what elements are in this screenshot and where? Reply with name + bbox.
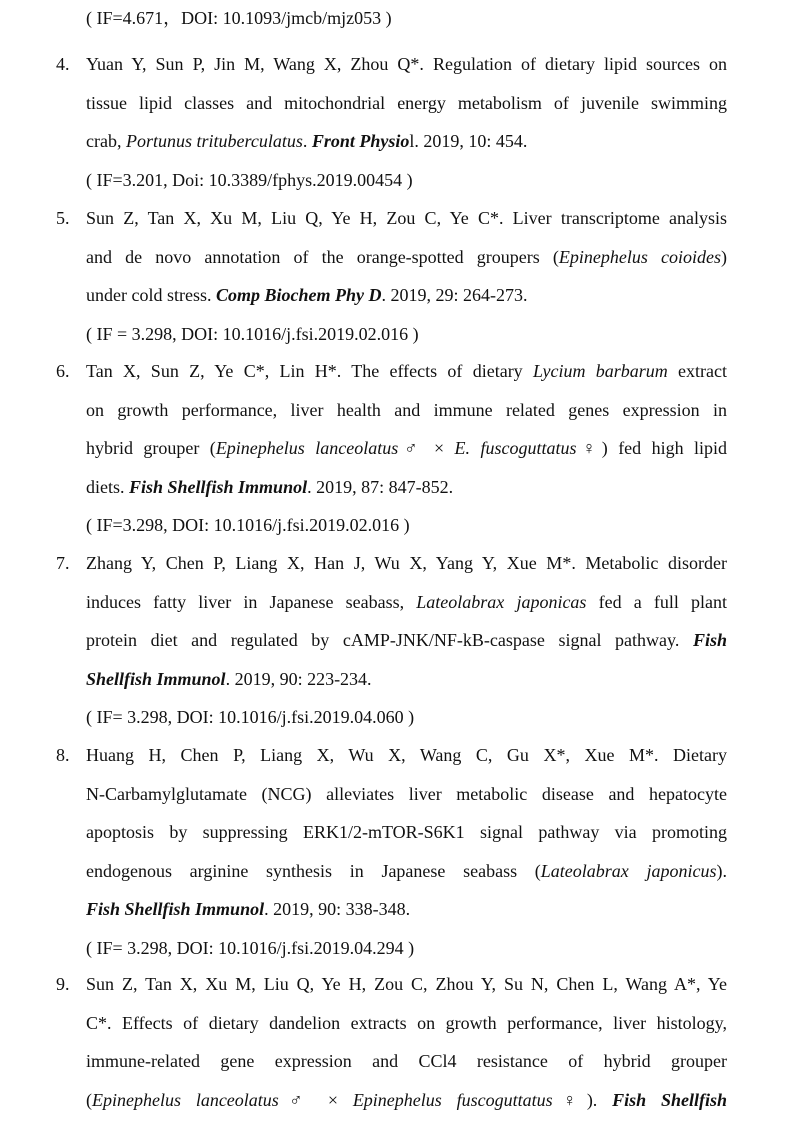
reference-text: . xyxy=(302,131,312,151)
reference-text: ). xyxy=(586,1089,613,1110)
reference-text-line xyxy=(86,820,727,844)
species-name: Portunus trituberculatus xyxy=(125,131,303,151)
reference-text: fed a full plant xyxy=(586,591,727,612)
species-name: Epinephelus lanceolatus♂ xyxy=(92,1089,313,1110)
reference-text: crab, xyxy=(86,131,126,151)
reference-text-line xyxy=(86,859,727,883)
reference-text: and de novo annotation of the orange-spotted groupers ( xyxy=(86,246,559,267)
reference-text-line xyxy=(86,590,727,614)
reference-text: tissue lipid classes and mitochondrial energy metabolism of juvenile swimming xyxy=(86,92,727,113)
reference-text: Tan X, Sun Z, Ye C*, Lin H*. The effects of dietary xyxy=(86,361,533,381)
journal-name: Comp Biochem Phy D xyxy=(215,285,382,305)
reference-text: under cold stress. xyxy=(86,285,216,305)
reference-text-line xyxy=(86,436,727,460)
species-name: Lateolabrax japonicus xyxy=(540,860,717,881)
reference-text: induces fatty liver in Japanese seabass, xyxy=(86,591,417,612)
reference-text: Sun Z, Tan X, Xu M, Liu Q, Ye H, Zou C, Ye C*. Liver transcriptome analysis xyxy=(86,208,727,228)
top-fragment: ( IF=4.671，DOI: 10.1093/jmcb/mjz053 ) xyxy=(86,8,392,28)
reference-text-line xyxy=(86,1011,727,1035)
species-name: Epinephelus lanceolatus♂ xyxy=(215,438,424,458)
reference-text: on growth performance, liver health and immune related genes expression in xyxy=(86,399,727,420)
reference-text-line xyxy=(86,475,453,499)
reference-text: endogenous arginine synthesis in Japanese seabass ( xyxy=(86,860,541,881)
reference-text: . 2019, 90: 223-234. xyxy=(225,668,372,689)
species-name: E. fuscoguttatus♀ xyxy=(454,438,602,458)
journal-name: Fish Shellfish xyxy=(612,1089,727,1110)
reference-text: . 2019, 87: 847-852. xyxy=(307,476,454,497)
reference-text-line xyxy=(86,52,727,76)
reference-text: apoptosis by suppressing ERK1/2-mTOR-S6K1 signal pathway via promoting xyxy=(86,822,727,842)
reference-text: . 2019, 90: 338-348. xyxy=(264,899,411,919)
reference-text-line xyxy=(86,206,727,230)
reference-text: N-Carbamylglutamate (NCG) alleviates liver metabolic disease and hepatocyte xyxy=(86,783,727,804)
journal-name: Shellfish Immunol xyxy=(86,668,226,689)
species-name: Epinephelus coioides xyxy=(558,246,721,267)
reference-text: extract xyxy=(667,361,727,381)
reference-number: 9. xyxy=(56,974,70,994)
reference-number: 5. xyxy=(56,208,70,228)
journal-name: Fish Shellfish Immunol xyxy=(129,476,308,497)
reference-text: ( xyxy=(86,1089,92,1110)
reference-text-line xyxy=(86,91,727,115)
reference-text-line xyxy=(86,628,727,652)
reference-text-line xyxy=(86,667,372,691)
impact-factor-doi: ( IF=3.298, DOI: 10.1016/j.fsi.2019.02.016 ) xyxy=(86,515,410,535)
reference-text: Zhang Y, Chen P, Liang X, Han J, Wu X, Yang Y, Xue M*. Metabolic disorder xyxy=(86,553,727,573)
reference-text: × xyxy=(423,438,455,458)
reference-text: hybrid grouper ( xyxy=(86,438,216,458)
reference-text-line xyxy=(86,1049,727,1073)
reference-text-line xyxy=(86,1088,727,1112)
reference-text: Huang H, Chen P, Liang X, Wu X, Wang C, Gu X*, Xue M*. Dietary xyxy=(86,745,727,765)
reference-text-line xyxy=(86,743,727,767)
reference-text: Sun Z, Tan X, Xu M, Liu Q, Ye H, Zou C, Zhou Y, Su N, Chen L, Wang A*, Ye xyxy=(86,974,727,994)
reference-text-line xyxy=(86,245,727,269)
reference-text: protein diet and regulated by cAMP-JNK/NF-kB-caspase signal pathway. xyxy=(86,630,693,650)
reference-text-line xyxy=(86,398,727,422)
reference-number: 8. xyxy=(56,745,70,765)
reference-text-line xyxy=(86,972,727,996)
reference-text-line xyxy=(86,129,527,153)
reference-text: l. 2019, 10: 454. xyxy=(409,131,528,151)
reference-text: ) fed high lipid xyxy=(601,438,727,458)
reference-text-line xyxy=(86,283,527,307)
reference-number: 6. xyxy=(56,361,70,381)
reference-text-line xyxy=(86,551,727,575)
reference-text: diets. xyxy=(86,476,129,497)
reference-number: 7. xyxy=(56,553,70,573)
reference-text: immune-related gene expression and CCl4 resistance of hybrid grouper xyxy=(86,1051,727,1071)
species-name: Lycium barbarum xyxy=(532,361,668,381)
species-name: Lateolabrax japonicas xyxy=(416,591,587,612)
species-name: Epinephelus fuscoguttatus♀ xyxy=(352,1089,587,1110)
reference-text-line xyxy=(86,782,727,806)
reference-text: × xyxy=(312,1089,353,1110)
impact-factor-doi: ( IF=3.201, Doi: 10.3389/fphys.2019.00454 ) xyxy=(86,169,413,190)
impact-factor-doi: ( IF= 3.298, DOI: 10.1016/j.fsi.2019.04.060 ) xyxy=(86,707,415,727)
impact-factor-doi: ( IF= 3.298, DOI: 10.1016/j.fsi.2019.04.294 ) xyxy=(86,937,415,958)
journal-name: Front Physio xyxy=(311,131,410,151)
journal-name: Fish Shellfish Immunol xyxy=(86,899,265,919)
reference-text-line xyxy=(86,897,410,921)
reference-text: ) xyxy=(721,246,727,267)
impact-factor-doi: ( IF = 3.298, DOI: 10.1016/j.fsi.2019.02.016 ) xyxy=(86,323,419,344)
journal-name: Fish xyxy=(692,630,727,650)
reference-text-line xyxy=(86,359,727,383)
reference-number: 4. xyxy=(56,54,70,74)
reference-text: Yuan Y, Sun P, Jin M, Wang X, Zhou Q*. Regulation of dietary lipid sources on xyxy=(86,54,727,74)
reference-text: C*. Effects of dietary dandelion extracts on growth performance, liver histology, xyxy=(86,1012,727,1033)
reference-text: . 2019, 29: 264-273. xyxy=(381,285,528,305)
reference-text: ). xyxy=(716,860,727,881)
